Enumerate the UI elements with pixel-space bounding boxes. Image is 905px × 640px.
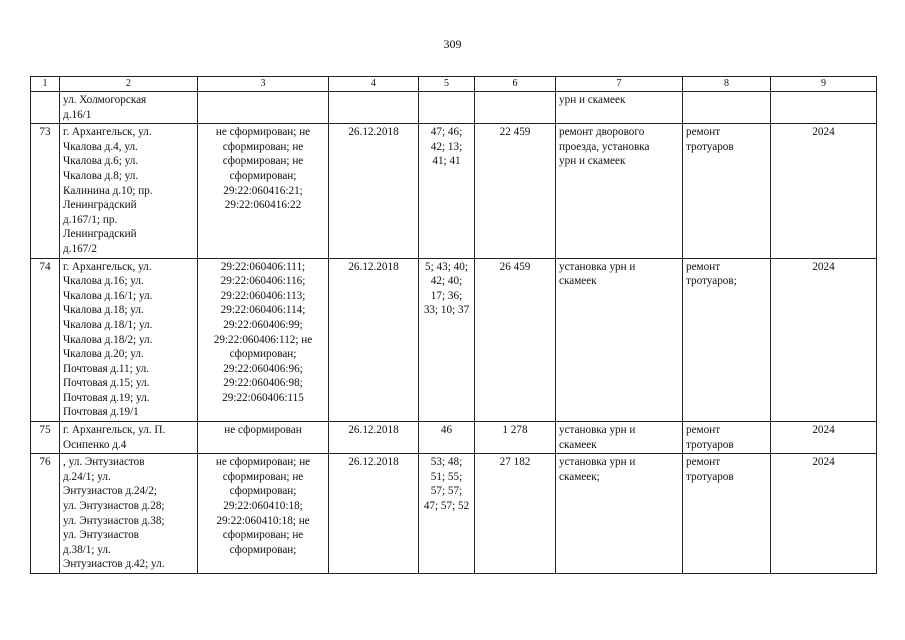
cadastral-number-line: не сформирован: [224, 424, 302, 437]
numbers-line: 42; 13;: [430, 140, 463, 153]
additional-works-cell: [683, 422, 771, 454]
address-line: д.38/1; ул.: [63, 543, 111, 556]
address-line: Осипенко д.4: [63, 438, 127, 451]
cadastral-number-cell: [198, 454, 329, 574]
cadastral-number-line: 29:22:060406:114;: [220, 304, 306, 317]
address-line: Почтовая д.15; ул.: [63, 377, 150, 390]
address-line: Чкалова д.4, ул.: [63, 140, 138, 153]
cadastral-number-line: сформирован; не: [222, 529, 304, 542]
additional-works-cell: [683, 124, 771, 258]
works-line: скамеек: [559, 275, 597, 288]
numbers-line: 46: [440, 424, 453, 437]
works-cell: [556, 92, 683, 124]
row-number-cell: 76: [31, 454, 60, 574]
address-cell: [60, 124, 198, 258]
column-number-row: [31, 77, 877, 92]
column-header: 9: [771, 77, 877, 92]
cadastral-number-line: 29:22:060406:113;: [220, 289, 306, 302]
works-line: скамеек: [559, 438, 597, 451]
column-header: 5: [419, 77, 475, 92]
additional-works-line: тротуаров: [686, 140, 734, 153]
year-cell: 2024: [771, 454, 877, 574]
address-line: Почтовая д.19; ул.: [63, 391, 150, 404]
address-line: Чкалова д.6; ул.: [63, 155, 139, 168]
works-line: установка урн и: [559, 260, 636, 273]
address-line: Чкалова д.8; ул.: [63, 169, 139, 182]
numbers-cell: [419, 422, 475, 454]
cadastral-number-line: не сформирован; не: [215, 456, 311, 469]
address-line: Почтовая д.19/1: [63, 406, 139, 419]
cadastral-number-line: сформирован;: [229, 348, 297, 361]
additional-works-cell: [683, 258, 771, 422]
column-header: 1: [31, 77, 60, 92]
address-cell: [60, 258, 198, 422]
cadastral-number-line: 29:22:060406:116;: [220, 275, 306, 288]
date-cell: 26.12.2018: [329, 124, 419, 258]
area-cell: 26 459: [475, 258, 556, 422]
address-line: Чкалова д.18; ул.: [63, 304, 144, 317]
date-cell: [329, 92, 419, 124]
numbers-cell: [419, 124, 475, 258]
address-line: ул. Энтузиастов д.28;: [63, 500, 165, 513]
works-line: проезда, установка: [559, 140, 650, 153]
cadastral-number-line: 29:22:060410:18; не: [216, 514, 310, 527]
address-line: Энтузиастов д.42; ул.: [63, 558, 165, 571]
cadastral-number-line: сформирован;: [229, 169, 297, 182]
year-cell: 2024: [771, 258, 877, 422]
column-header: 4: [329, 77, 419, 92]
column-header: 6: [475, 77, 556, 92]
cadastral-number-line: сформирован; не: [222, 140, 304, 153]
improvement-table: [30, 76, 877, 574]
address-line: Калинина д.10; пр.: [63, 184, 153, 197]
numbers-line: 42; 40;: [430, 275, 463, 288]
additional-works-line: ремонт: [686, 260, 721, 273]
address-line: ул. Энтузиастов: [63, 529, 139, 542]
numbers-cell: [419, 454, 475, 574]
address-line: Чкалова д.18/1; ул.: [63, 318, 153, 331]
cadastral-number-line: сформирован; не: [222, 155, 304, 168]
cadastral-number-line: сформирован; не: [222, 470, 304, 483]
numbers-line: 53; 48;: [430, 456, 463, 469]
row-number-cell: [31, 92, 60, 124]
cadastral-number-line: 29:22:060406:99;: [223, 318, 303, 331]
area-cell: 22 459: [475, 124, 556, 258]
additional-works-cell: [683, 454, 771, 574]
row-number-cell: 73: [31, 124, 60, 258]
address-line: , ул. Энтузиастов: [63, 456, 145, 469]
address-line: г. Архангельск, ул.: [63, 126, 152, 139]
address-line: Почтовая д.11; ул.: [63, 362, 150, 375]
column-header: 2: [60, 77, 198, 92]
address-line: д.167/1; пр.: [63, 213, 118, 226]
works-line: урн и скамеек: [559, 155, 626, 168]
address-line: ул. Энтузиастов д.38;: [63, 514, 165, 527]
column-header: 3: [198, 77, 329, 92]
numbers-cell: [419, 92, 475, 124]
additional-works-line: тротуаров: [686, 438, 734, 451]
works-cell: [556, 124, 683, 258]
works-line: урн и скамеек: [559, 94, 626, 106]
address-cell: [60, 454, 198, 574]
numbers-line: 57; 57;: [430, 485, 463, 498]
cadastral-number-line: не сформирован; не: [215, 126, 311, 139]
additional-works-line: ремонт: [686, 456, 721, 469]
works-cell: [556, 454, 683, 574]
cadastral-number-cell: [198, 422, 329, 454]
year-cell: 2024: [771, 124, 877, 258]
table-row: [31, 258, 877, 422]
cadastral-number-line: 29:22:060406:115: [222, 391, 304, 404]
address-line: г. Архангельск, ул. П.: [63, 424, 166, 437]
cadastral-number-line: 29:22:060406:111;: [220, 260, 306, 273]
numbers-line: 17; 36;: [430, 289, 463, 302]
row-number-cell: 74: [31, 258, 60, 422]
address-line: Ленинградский: [63, 228, 137, 241]
cadastral-number-line: 29:22:060406:98;: [223, 377, 303, 390]
numbers-line: 47; 46;: [430, 126, 463, 139]
address-cell: [60, 422, 198, 454]
address-line: Ленинградский: [63, 199, 137, 212]
cadastral-number-line: 29:22:060410:18;: [223, 500, 303, 513]
column-header: 8: [683, 77, 771, 92]
address-line: Энтузиастов д.24/2;: [63, 485, 157, 498]
works-cell: [556, 422, 683, 454]
column-header: 7: [556, 77, 683, 92]
cadastral-number-line: сформирован;: [229, 485, 297, 498]
works-line: скамеек;: [559, 470, 600, 483]
area-cell: 27 182: [475, 454, 556, 574]
address-line: Чкалова д.18/2; ул.: [63, 333, 153, 346]
additional-works-line: тротуаров: [686, 470, 734, 483]
table-row: [31, 124, 877, 258]
table-row: [31, 454, 877, 574]
cadastral-number-cell: [198, 124, 329, 258]
cadastral-number-line: 29:22:060416:21;: [223, 184, 303, 197]
table-row: [31, 422, 877, 454]
address-line: г. Архангельск, ул.: [63, 260, 152, 273]
numbers-line: 47; 57; 52: [423, 500, 470, 513]
works-line: установка урн и: [559, 456, 636, 469]
works-line: ремонт дворового: [559, 126, 645, 139]
table-row: [31, 92, 877, 124]
numbers-cell: [419, 258, 475, 422]
area-cell: 1 278: [475, 422, 556, 454]
year-cell: [771, 92, 877, 124]
works-cell: [556, 258, 683, 422]
cadastral-number-line: 29:22:060416:22: [224, 199, 302, 212]
address-cell: [60, 92, 198, 124]
address-line: ул. Холмогорская: [63, 94, 147, 106]
page-number: 309: [443, 37, 462, 51]
cadastral-number-cell: [198, 258, 329, 422]
year-cell: 2024: [771, 422, 877, 454]
cadastral-number-cell: [198, 92, 329, 124]
date-cell: 26.12.2018: [329, 454, 419, 574]
address-line: д.167/2: [63, 242, 97, 255]
address-line: д.24/1; ул.: [63, 470, 111, 483]
cadastral-number-line: 29:22:060406:112; не: [213, 333, 313, 346]
area-cell: [475, 92, 556, 124]
address-line: Чкалова д.20; ул.: [63, 348, 144, 361]
row-number-cell: 75: [31, 422, 60, 454]
address-line: д.16/1: [63, 108, 92, 121]
date-cell: 26.12.2018: [329, 422, 419, 454]
numbers-line: 5; 43; 40;: [425, 260, 468, 273]
numbers-line: 33; 10; 37: [423, 304, 470, 317]
additional-works-line: ремонт: [686, 424, 721, 437]
address-line: Чкалова д.16/1; ул.: [63, 289, 153, 302]
numbers-line: 41; 41: [432, 155, 461, 168]
additional-works-line: тротуаров;: [686, 275, 737, 288]
date-cell: 26.12.2018: [329, 258, 419, 422]
cadastral-number-line: 29:22:060406:96;: [223, 362, 303, 375]
address-line: Чкалова д.16; ул.: [63, 275, 144, 288]
additional-works-cell: [683, 92, 771, 124]
additional-works-line: ремонт: [686, 126, 721, 139]
numbers-line: 51; 55;: [430, 470, 463, 483]
cadastral-number-line: сформирован;: [229, 543, 297, 556]
works-line: установка урн и: [559, 424, 636, 437]
